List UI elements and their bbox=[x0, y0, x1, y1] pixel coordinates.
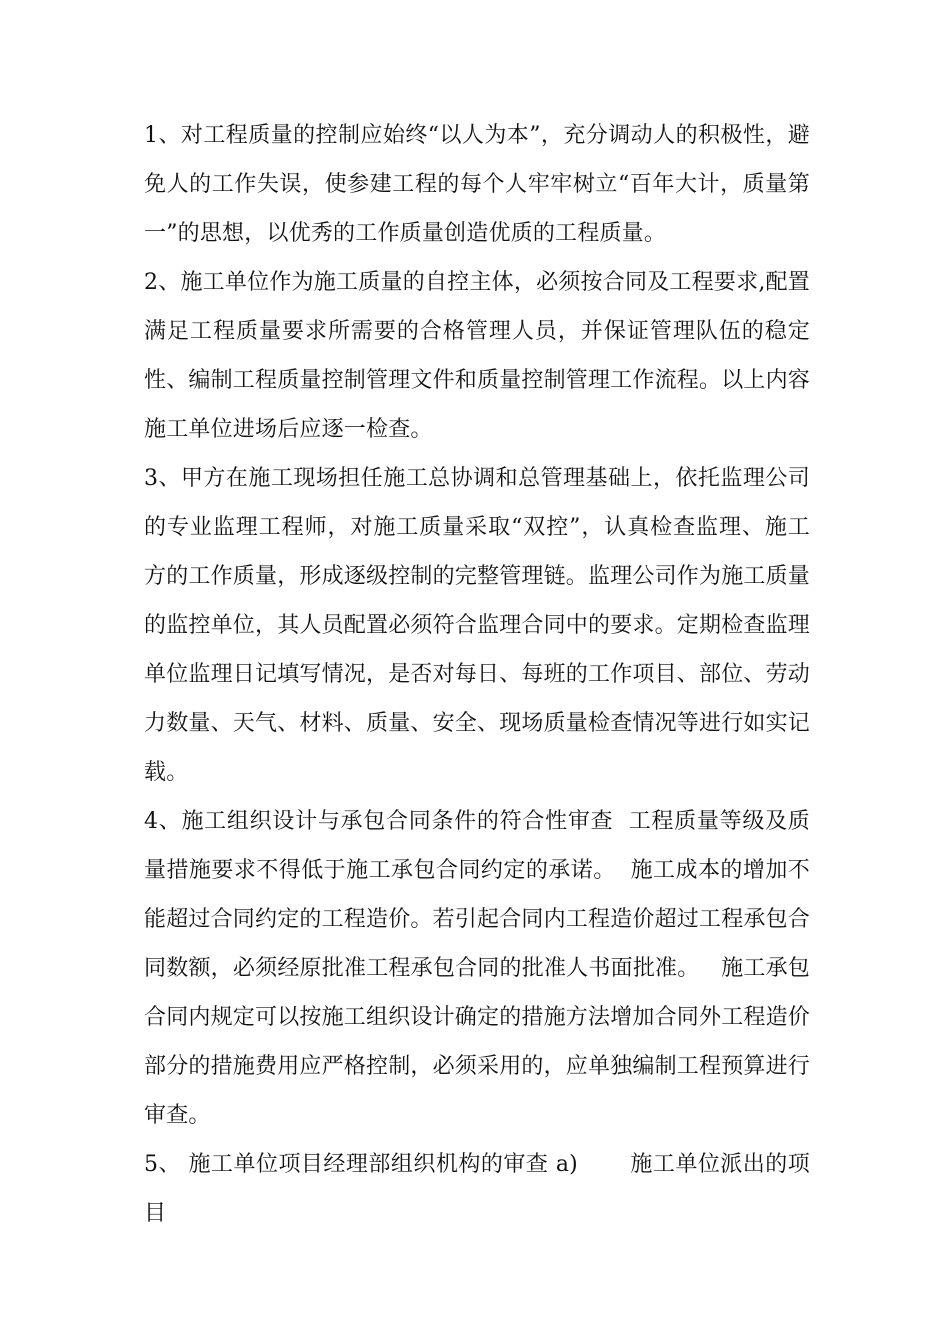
paragraph-3: 3、甲方在施工现场担任施工总协调和总管理基础上，依托监理公司的专业监理工程师，对施工质量采取“双控”，认真检查监理、施工方的工作质量，形成逐级控制的完整管理链。监理公司作为施工质量的监控单位，其人员配置必须符合监理合同中的要求。定期检查监理单位监理日记填写情况，是否对每日、每班的工作项目、部位、劳动力数量、天气、材料、质量、安全、现场质量检查情况等进行如实记载。 bbox=[144, 466, 811, 785]
paragraph-4: 4、施工组织设计与承包合同条件的符合性审查 工程质量等级及质量措施要求不得低于施工承包合同约定的承诺。 施工成本的增加不能超过合同约定的工程造价。若引起合同内工程造价超过工程承包合同数额，必须经原批准工程承包合同的批准人书面批准。 施工承包合同内规定可以按施工组织设计确定的措施方法增加合同外工程造价部分的措施费用应严格控制，必须采用的，应单独编制工程预算进行审查。 bbox=[144, 809, 811, 1128]
paragraph-2: 2、施工单位作为施工质量的自控主体，必须按合同及工程要求,配置满足工程质量要求所需要的合格管理人员，并保证管理队伍的稳定性、编制工程质量控制管理文件和质量控制管理工作流程。以上内容施工单位进场后应逐一检查。 bbox=[144, 270, 811, 442]
paragraph-1: 1、对工程质量的控制应始终“以人为本”，充分调动人的积极性，避免人的工作失误，使参建工程的每个人牢牢树立“百年大计，质量第一”的思想，以优秀的工作质量创造优质的工程质量。 bbox=[144, 123, 810, 246]
paragraph-5: 5、 施工单位项目经理部组织机构的审查 a) 施工单位派出的项目 bbox=[144, 1152, 810, 1226]
document-body bbox=[144, 111, 810, 1238]
